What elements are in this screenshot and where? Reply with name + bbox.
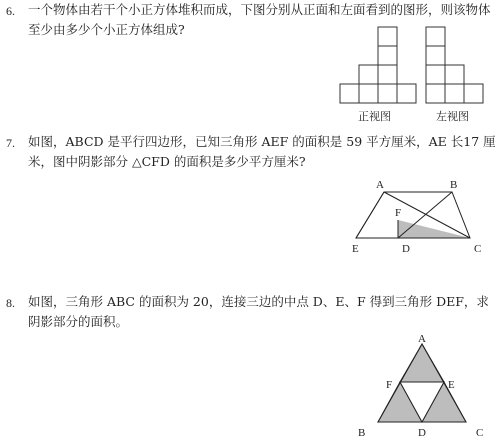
label-f: F xyxy=(386,379,393,391)
label-e: E xyxy=(352,243,359,255)
label-d: D xyxy=(418,427,426,439)
segment-ae xyxy=(356,192,384,238)
problem-number: 6. xyxy=(6,4,15,18)
label-e: E xyxy=(448,379,455,391)
front-view-grid xyxy=(340,27,416,103)
figure-triangle xyxy=(0,332,504,442)
label-a: A xyxy=(376,179,384,191)
left-view-caption: 左视图 xyxy=(436,110,469,123)
figure-views xyxy=(0,0,504,130)
problem-number: 8. xyxy=(6,296,15,310)
label-b: B xyxy=(450,179,458,191)
problem-text: 如图，ABCD 是平行四边形，已知三角形 AEF 的面积是 59 平方厘米，AE 长17 厘米，图中阴影部分 △CFD 的面积是多少平方厘米? xyxy=(28,134,496,169)
problem-number: 7. xyxy=(6,136,15,150)
label-b: B xyxy=(358,427,366,439)
left-view-grid xyxy=(426,27,483,103)
label-f: F xyxy=(395,207,402,219)
front-view-caption: 正视图 xyxy=(358,110,391,123)
label-a: A xyxy=(418,333,426,345)
problem-text: 如图，三角形 ABC 的面积为 20，连接三边的中点 D、E、F 得到三角形 DEF，求阴影部分的面积。 xyxy=(28,294,489,329)
label-c: C xyxy=(476,427,484,439)
label-d: D xyxy=(402,243,410,255)
figure-parallelogram xyxy=(0,170,504,270)
problem-text: 一个物体由若干个小正方体堆积而成，下图分别从正面和左面看到的图形，则该物体至少由多少个小正方体组成? xyxy=(28,2,491,37)
label-c: C xyxy=(474,243,482,255)
shaded-triangle-top xyxy=(400,344,444,382)
